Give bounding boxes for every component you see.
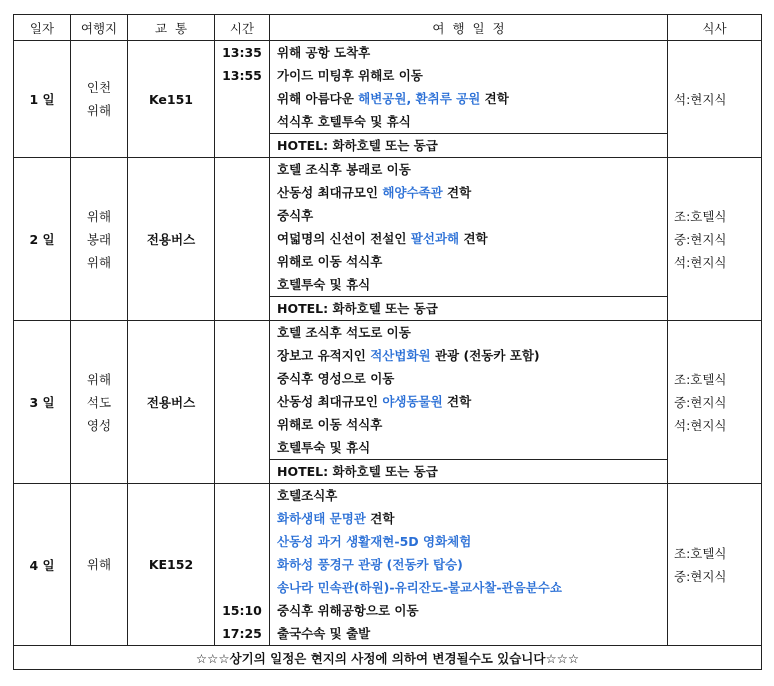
day-row (14, 158, 762, 321)
schedule-text: 장보고 유적지인 (277, 348, 371, 363)
header-time: 시간 (215, 15, 270, 41)
place-name: 봉래 (86, 231, 112, 247)
time-value: 17:25 (222, 626, 262, 641)
schedule-line (270, 622, 667, 645)
header-day: 일자 (14, 15, 71, 41)
transport-cell (128, 321, 215, 484)
schedule-text: 호텔투숙 및 휴식 (277, 440, 371, 455)
time-value (215, 553, 269, 576)
time-cell (215, 41, 270, 158)
day-label: 3 일 (29, 395, 55, 410)
schedule-text: 견학 (442, 185, 472, 200)
meal-item: 석:현지식 (674, 417, 727, 433)
schedule-cell (270, 484, 668, 646)
schedule-text: 중식후 위해공항으로 이동 (277, 603, 419, 618)
transport-label: 전용버스 (146, 395, 196, 410)
header-transport: 교 통 (128, 15, 215, 41)
place-name: 위해 (86, 208, 112, 224)
schedule-line (270, 530, 667, 553)
meal-cell (668, 484, 762, 646)
highlight-attraction: 화하성 풍경구 관광 (전동카 탑승) (277, 557, 463, 572)
meal-item: 중:현지식 (674, 394, 727, 410)
time-value (215, 507, 269, 530)
meal-cell (668, 321, 762, 484)
schedule-line (270, 367, 667, 390)
place-name: 위해 (86, 557, 112, 572)
schedule-line (270, 87, 667, 110)
schedule-line (270, 110, 667, 133)
schedule-line (270, 204, 667, 227)
schedule-text: 견학 (442, 394, 472, 409)
hotel-info: HOTEL: 화하호텔 또는 동급 (270, 296, 667, 320)
day-label: 2 일 (29, 232, 55, 247)
schedule-line (270, 553, 667, 576)
schedule-text: 호텔 조식후 석도로 이동 (277, 325, 411, 340)
schedule-text: 중식후 (277, 208, 314, 223)
footer-row (14, 646, 762, 670)
itinerary-table (13, 14, 762, 670)
transport-cell (128, 158, 215, 321)
transport-cell (128, 41, 215, 158)
schedule-text: 호텔조식후 (277, 488, 338, 503)
highlight-attraction: 야생동물원 (382, 394, 443, 409)
meal-item: 조:호텔식 (674, 371, 727, 387)
schedule-line (270, 507, 667, 530)
place-cell (71, 484, 128, 646)
transport-label: 전용버스 (146, 232, 196, 247)
day-label: 1 일 (29, 92, 55, 107)
time-cell (215, 158, 270, 321)
itinerary-body (14, 41, 762, 646)
day-cell (14, 158, 71, 321)
schedule-line (270, 576, 667, 599)
day-cell (14, 41, 71, 158)
footer-notice: ☆☆☆상기의 일정은 현지의 사정에 의하여 변경될수도 있습니다☆☆☆ (14, 646, 762, 670)
place-name: 인천 (86, 80, 112, 95)
schedule-text: 위해로 이동 석식후 (277, 417, 383, 432)
schedule-text: 호텔투숙 및 휴식 (277, 277, 371, 292)
schedule-line (270, 227, 667, 250)
highlight-attraction: 송나라 민속관(하원)-유리잔도-불교사찰-관음분수쇼 (277, 580, 562, 595)
hotel-info: HOTEL: 화하호텔 또는 동급 (270, 459, 667, 483)
schedule-text: 중식후 영성으로 이동 (277, 371, 395, 386)
schedule-cell (270, 41, 668, 158)
schedule-text: 견학 (480, 91, 509, 106)
meal-item: 조:호텔식 (674, 545, 727, 561)
meal-cell (668, 41, 762, 158)
schedule-line (270, 321, 667, 344)
highlight-attraction: 적산법화원 (370, 348, 431, 363)
schedule-text: 위해 공항 도착후 (277, 45, 371, 60)
schedule-line (270, 484, 667, 507)
meal-item: 중:현지식 (674, 231, 727, 247)
meal-cell (668, 158, 762, 321)
meal-item: 조:호텔식 (674, 208, 727, 224)
schedule-cell (270, 158, 668, 321)
header-place: 여행지 (71, 15, 128, 41)
schedule-text: 견학 (459, 231, 488, 246)
schedule-line (270, 64, 667, 87)
transport-label: Ke151 (148, 91, 194, 107)
time-value: 13:35 (222, 45, 262, 60)
time-value (215, 484, 269, 507)
highlight-attraction: 해변공원, 환취루 공원 (358, 91, 481, 106)
schedule-text: 위해로 이동 석식후 (277, 254, 383, 269)
schedule-text: 산동성 최대규모인 (277, 185, 383, 200)
schedule-text: 견학 (365, 511, 395, 526)
schedule-text: 위해 아름다운 (277, 91, 359, 106)
schedule-line (270, 344, 667, 367)
header-row (14, 15, 762, 41)
place-cell (71, 321, 128, 484)
meal-item: 중:현지식 (674, 568, 727, 584)
schedule-line (270, 599, 667, 622)
schedule-cell (270, 321, 668, 484)
time-value (215, 576, 269, 599)
highlight-attraction: 팔선과해 (410, 231, 460, 246)
highlight-attraction: 화하생태 문명관 (277, 511, 366, 526)
schedule-text: 출국수속 및 출발 (277, 626, 371, 641)
time-value: 15:10 (222, 603, 262, 618)
schedule-line (270, 273, 667, 296)
day-row (14, 484, 762, 646)
schedule-text: 관광 (전동카 포함) (430, 348, 540, 363)
place-name: 석도 (86, 394, 112, 410)
day-row (14, 321, 762, 484)
meal-item: 석:현지식 (674, 91, 727, 107)
place-name: 위해 (86, 254, 112, 270)
schedule-text: 호텔 조식후 봉래로 이동 (277, 162, 411, 177)
day-label: 4 일 (29, 557, 55, 573)
schedule-line (270, 41, 667, 64)
header-meal: 식사 (668, 15, 762, 41)
schedule-text: 석식후 호텔투숙 및 휴식 (277, 114, 411, 129)
schedule-text: 여덟명의 신선이 전설인 (277, 231, 411, 246)
schedule-line (270, 250, 667, 273)
day-cell (14, 321, 71, 484)
place-cell (71, 41, 128, 158)
transport-label: KE152 (148, 557, 194, 572)
day-row (14, 41, 762, 158)
schedule-text: 산동성 최대규모인 (277, 394, 383, 409)
day-cell (14, 484, 71, 646)
schedule-text: 가이드 미팅후 위해로 이동 (277, 68, 423, 83)
time-value: 13:55 (222, 68, 262, 83)
schedule-line (270, 158, 667, 181)
schedule-line (270, 390, 667, 413)
highlight-attraction: 해양수족관 (382, 185, 443, 200)
place-name: 위해 (86, 371, 112, 387)
schedule-line (270, 413, 667, 436)
highlight-attraction: 산동성 과거 생활재현-5D 영화체험 (277, 534, 472, 549)
schedule-line (270, 181, 667, 204)
place-name: 위해 (86, 103, 112, 118)
time-value (215, 530, 269, 553)
meal-item: 석:현지식 (674, 254, 727, 270)
time-cell (215, 321, 270, 484)
transport-cell (128, 484, 215, 646)
hotel-info: HOTEL: 화하호텔 또는 동급 (270, 133, 667, 157)
time-cell (215, 484, 270, 646)
schedule-line (270, 436, 667, 459)
place-name: 영성 (86, 417, 112, 433)
header-schedule: 여 행 일 정 (270, 15, 668, 41)
place-cell (71, 158, 128, 321)
